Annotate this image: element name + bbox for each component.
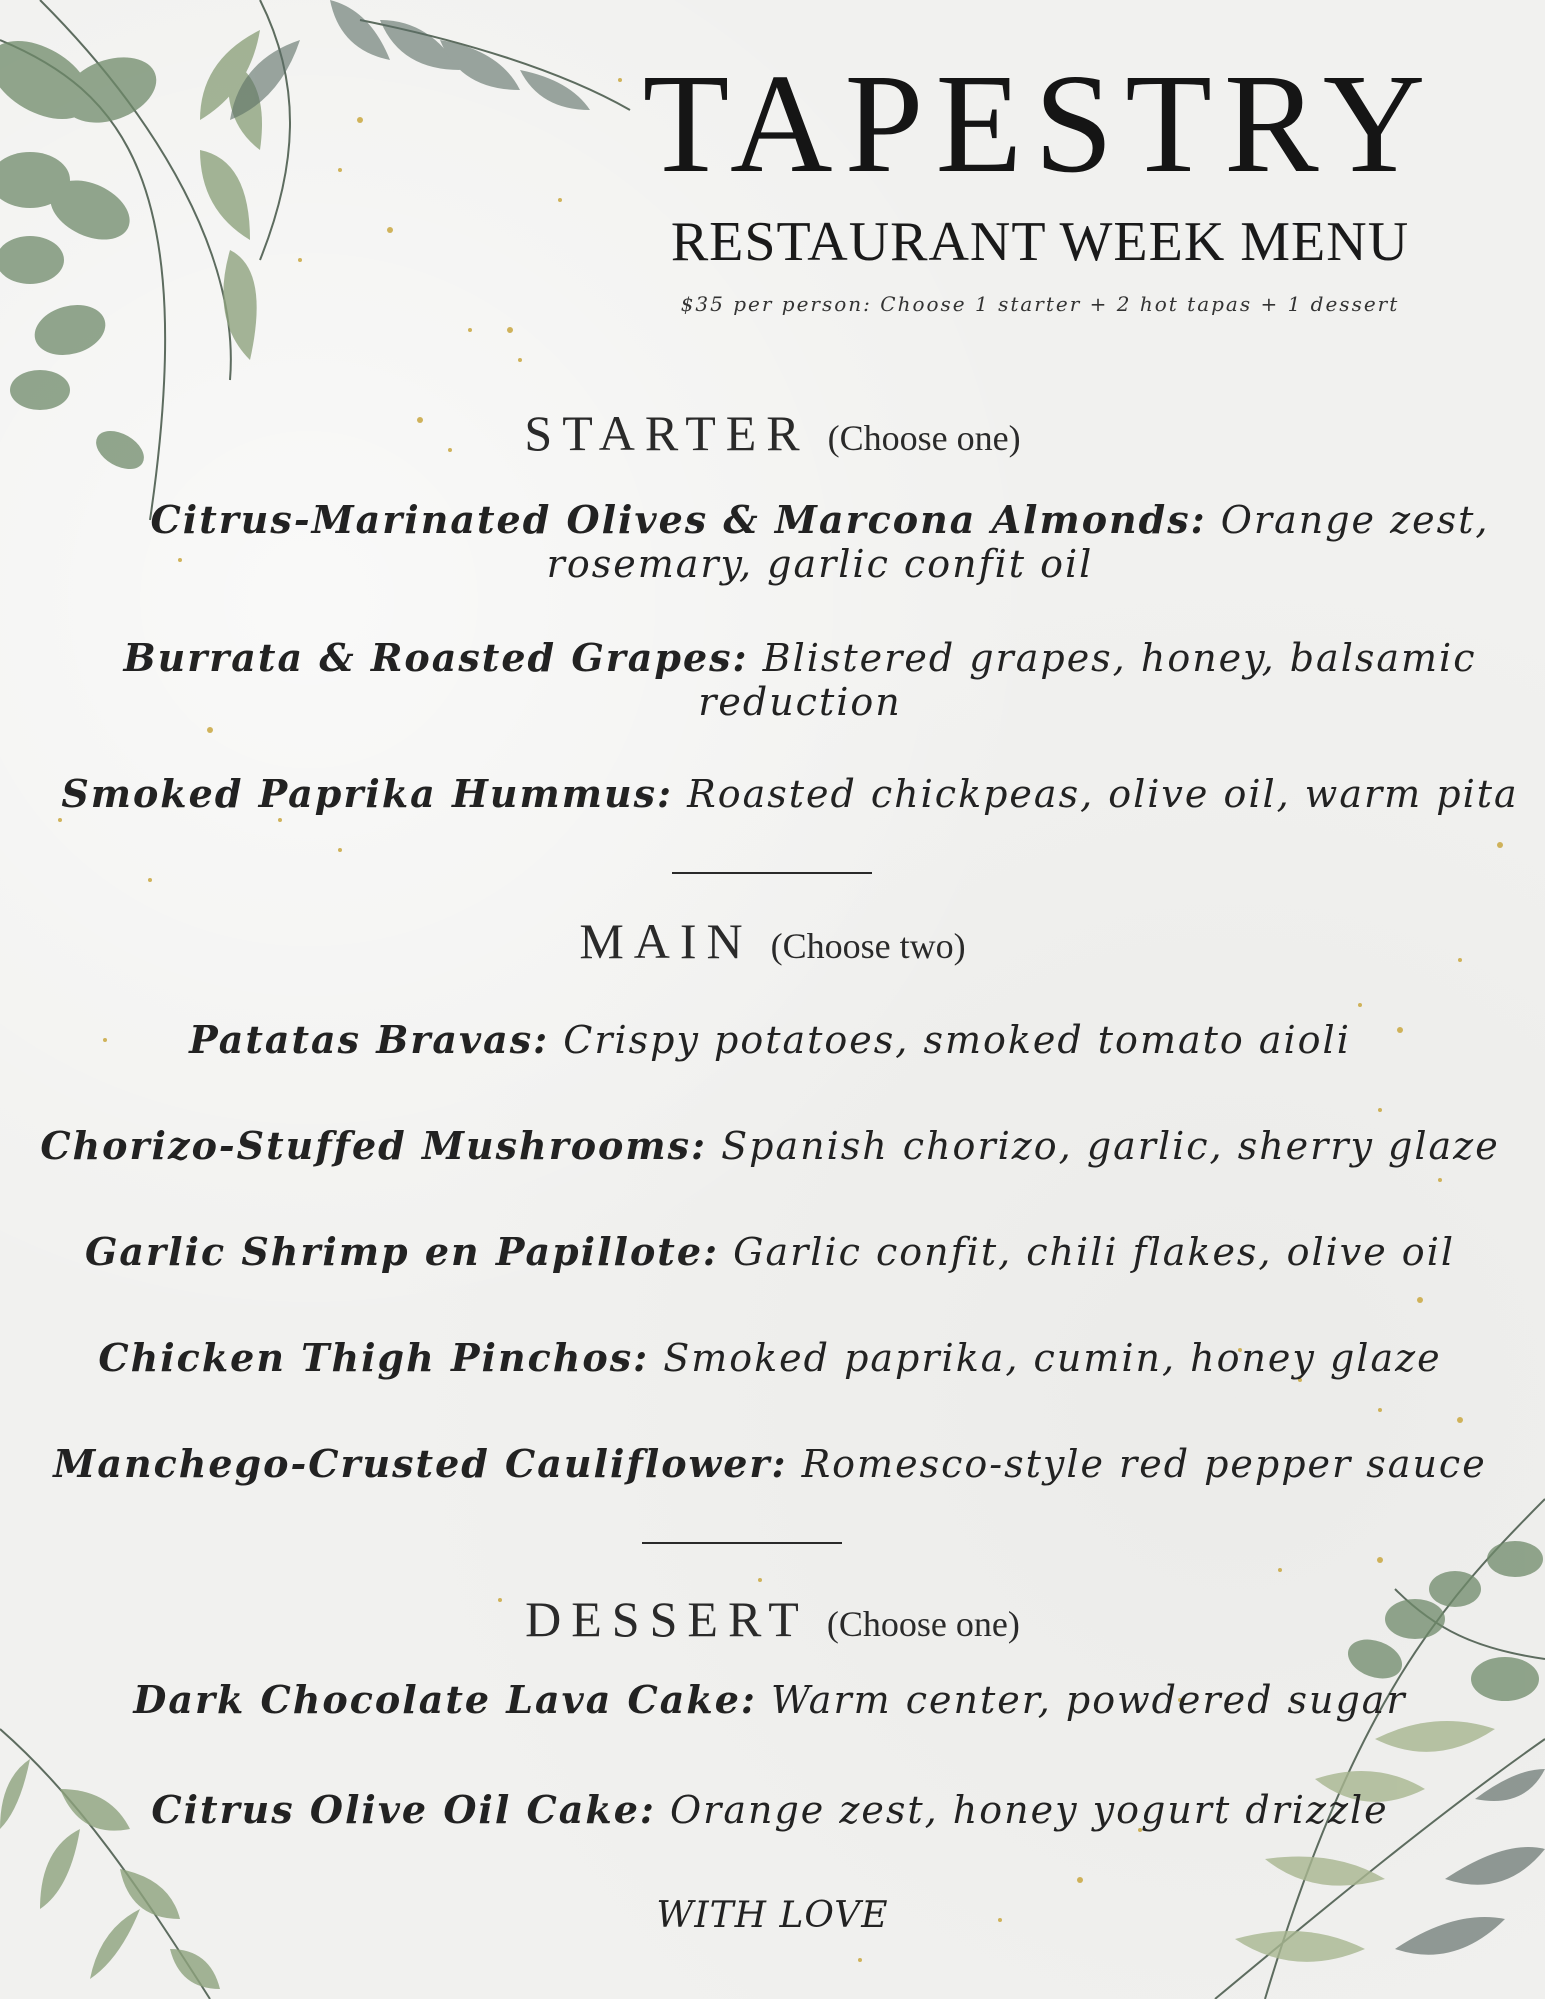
item-description: Garlic confit, chili flakes, olive oil	[719, 1230, 1455, 1274]
item-description: Blistered grapes, honey, balsamic reduction	[698, 636, 1477, 724]
menu-subtitle: RESTAURANT WEEK MENU	[670, 211, 1410, 273]
item-name: Smoked Paprika Hummus:	[61, 771, 673, 816]
item-name: Burrata & Roasted Grapes:	[123, 635, 749, 680]
price-line: $35 per person: Choose 1 starter + 2 hot tapas + 1 dessert	[680, 292, 1400, 316]
item-name: Manchego-Crusted Cauliflower:	[53, 1441, 788, 1486]
menu-item	[120, 636, 1480, 724]
closing-signature: WITH LOVE	[656, 1895, 889, 1936]
restaurant-title: TAPESTRY	[642, 44, 1438, 202]
item-description: Orange zest, honey yogurt drizzle	[655, 1788, 1389, 1832]
item-description: Warm center, powdered sugar	[756, 1678, 1407, 1722]
menu-item	[20, 1678, 1520, 1722]
menu-item	[20, 1442, 1520, 1486]
item-description: Crispy potatoes, smoked tomato aioli	[549, 1018, 1351, 1062]
menu-item	[150, 498, 1490, 586]
item-name: Garlic Shrimp en Papillote:	[84, 1229, 720, 1274]
section-note: (Choose two)	[770, 926, 966, 966]
section-divider	[672, 872, 872, 874]
section-heading-main	[0, 912, 1545, 970]
menu-item	[20, 1230, 1520, 1274]
item-description: Orange zest, rosemary, garlic confit oil	[546, 498, 1490, 586]
section-divider	[642, 1542, 842, 1544]
section-note: (Choose one)	[827, 418, 1021, 458]
item-name: Dark Chocolate Lava Cake:	[133, 1677, 757, 1722]
menu-item	[40, 1018, 1500, 1062]
section-title: DESSERT	[525, 1591, 809, 1647]
menu-item	[20, 1124, 1520, 1168]
item-name: Citrus-Marinated Olives & Marcona Almonds:	[150, 497, 1207, 542]
menu-header	[600, 44, 1480, 316]
item-name: Citrus Olive Oil Cake:	[151, 1787, 656, 1832]
section-heading-dessert	[0, 1590, 1545, 1648]
item-description: Roasted chickpeas, olive oil, warm pita	[673, 772, 1519, 816]
menu-item	[20, 1336, 1520, 1380]
section-title: STARTER	[524, 405, 810, 461]
item-description: Smoked paprika, cumin, honey glaze	[649, 1336, 1442, 1380]
section-heading-starter	[0, 404, 1545, 462]
item-description: Romesco-style red pepper sauce	[787, 1442, 1487, 1486]
item-description: Spanish chorizo, garlic, sherry glaze	[707, 1124, 1500, 1168]
section-note: (Choose one)	[826, 1604, 1020, 1644]
section-title: MAIN	[579, 913, 753, 969]
menu-item	[60, 772, 1520, 816]
item-name: Chicken Thigh Pinchos:	[98, 1335, 650, 1380]
menu-item	[20, 1788, 1520, 1832]
item-name: Chorizo-Stuffed Mushrooms:	[40, 1123, 708, 1168]
item-name: Patatas Bravas:	[189, 1017, 550, 1062]
